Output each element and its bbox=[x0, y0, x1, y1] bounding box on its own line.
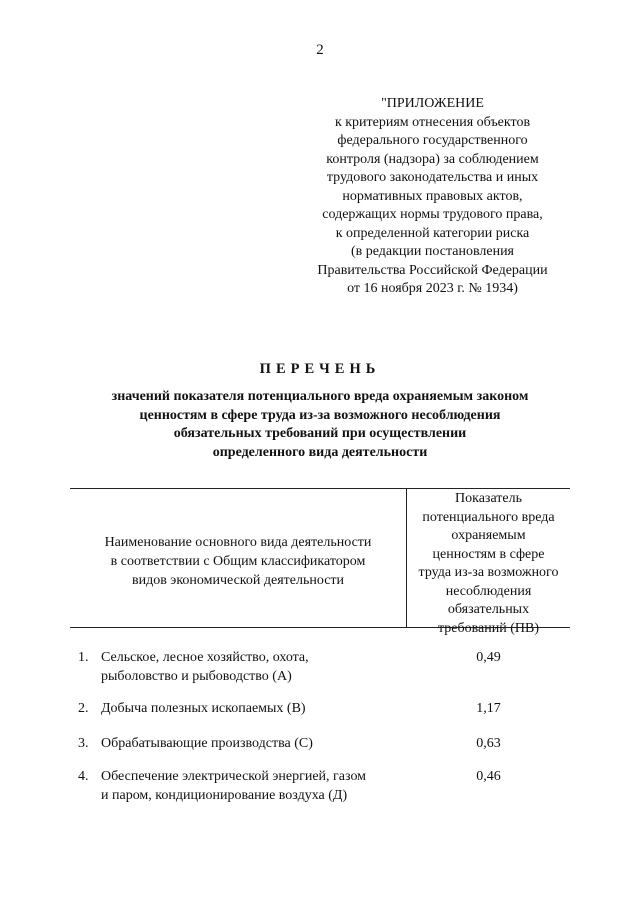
header-line: Показатель bbox=[455, 491, 522, 506]
row-activity-name bbox=[101, 699, 401, 718]
header-line: в соответствии с Общим классификатором bbox=[110, 554, 366, 569]
row-name-line: Обрабатывающие производства (С) bbox=[101, 736, 313, 751]
appendix-line: содержащих нормы трудового права, bbox=[322, 207, 543, 222]
header-line: труда из-за возможного bbox=[418, 565, 559, 580]
header-line: потенциального вреда bbox=[422, 509, 555, 525]
appendix-heading bbox=[300, 95, 565, 299]
subtitle-line: значений показателя потенциального вреда охраняемым законом bbox=[111, 389, 529, 404]
subtitle-line: ценностям в сфере труда из-за возможного несоблюдения bbox=[139, 407, 501, 423]
row-activity-name bbox=[101, 648, 401, 686]
row-value: 0,49 bbox=[476, 650, 501, 665]
table-top-border bbox=[70, 488, 570, 489]
row-name-line: и паром, кондиционирование воздуха (Д) bbox=[101, 788, 348, 803]
header-line: обязательных bbox=[447, 602, 530, 617]
row-number: 4. bbox=[78, 769, 89, 784]
document-title: ПЕРЕЧЕНЬ bbox=[259, 361, 381, 377]
document-subtitle bbox=[0, 388, 640, 462]
header-line: видов экономической деятельности bbox=[131, 573, 345, 588]
header-line: ценностям в сфере bbox=[432, 546, 545, 562]
row-number: 2. bbox=[78, 701, 89, 716]
header-line: несоблюдения bbox=[445, 583, 532, 599]
row-activity-name bbox=[101, 767, 401, 805]
table-header-activity bbox=[70, 533, 406, 590]
appendix-line: Правительства Российской Федерации bbox=[317, 262, 548, 278]
appendix-line: федерального государственного bbox=[337, 133, 528, 148]
page-number: 2 bbox=[316, 42, 324, 58]
table-header-indicator bbox=[406, 490, 571, 638]
row-value: 0,63 bbox=[476, 736, 501, 751]
row-number: 1. bbox=[78, 650, 89, 665]
row-name-line: рыболовство и рыбоводство (А) bbox=[101, 669, 292, 684]
row-name-line: Добыча полезных ископаемых (В) bbox=[101, 701, 306, 716]
header-line: Наименование основного вида деятельности bbox=[104, 535, 372, 550]
row-value: 0,46 bbox=[476, 769, 501, 784]
appendix-line: (в редакции постановления bbox=[350, 244, 515, 259]
appendix-line: трудового законодательства и иных bbox=[326, 170, 539, 185]
row-name-line: Сельское, лесное хозяйство, охота, bbox=[101, 650, 309, 665]
row-name-line: Обеспечение электрической энергией, газом bbox=[101, 769, 367, 784]
subtitle-line: определенного вида деятельности bbox=[212, 444, 428, 460]
subtitle-line: обязательных требований при осуществлении bbox=[173, 426, 467, 441]
row-value: 1,17 bbox=[476, 701, 501, 716]
row-activity-name bbox=[101, 734, 401, 753]
header-line: охраняемым bbox=[451, 528, 526, 543]
appendix-line: к критериям отнесения объектов bbox=[334, 114, 531, 130]
header-line: требований (ПВ) bbox=[437, 620, 539, 636]
appendix-line: к определенной категории риска bbox=[335, 225, 530, 241]
appendix-line: "ПРИЛОЖЕНИЕ bbox=[381, 96, 484, 111]
appendix-line: от 16 ноября 2023 г. № 1934) bbox=[347, 281, 518, 296]
appendix-line: нормативных правовых актов, bbox=[342, 188, 523, 204]
row-number: 3. bbox=[78, 736, 89, 751]
appendix-line: контроля (надзора) за соблюдением bbox=[326, 151, 539, 167]
